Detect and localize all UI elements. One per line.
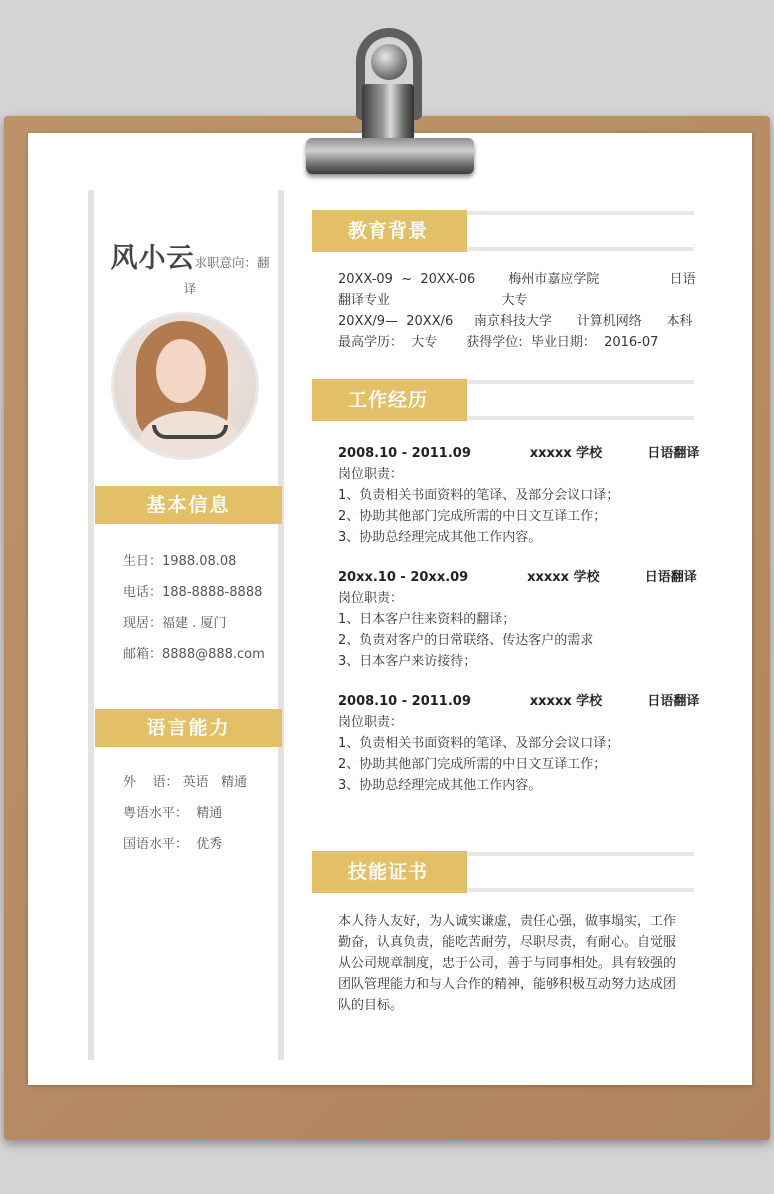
job-duty: 1、日本客户往来资料的翻译； — [338, 612, 516, 627]
job-duty: 2、协助其他部门完成所需的中日文互译工作； — [338, 757, 607, 772]
education-section-header — [312, 210, 694, 252]
job-duty: 2、协助其他部门完成所需的中日文互译工作； — [338, 509, 607, 524]
job-duty: 3、日本客户来访接待； — [338, 654, 477, 669]
job-duty-label: 岗位职责： — [338, 715, 404, 730]
job-header: 20xx.10 - 20xx.09 xxxxx 学校 日语翻译 — [338, 570, 697, 585]
info-residence: 现居：福建 . 厦门 — [123, 616, 227, 631]
job-duty: 3、协助总经理完成其他工作内容。 — [338, 778, 542, 793]
clip-base — [306, 138, 474, 174]
edu-line: 20XX/9— 20XX/6 南京科技大学 计算机网络 本科 — [338, 314, 693, 329]
job-intent-cont: 译 — [183, 281, 197, 296]
clip-knob — [371, 44, 407, 80]
skills-paragraph: 本人待人友好，为人诚实谦虚，责任心强，做事塌实，工作勤奋，认真负责，能吃苦耐劳，尽职尽责，有耐心。自觉服从公司规章制度，忠于公司，善于与同事相处。具有较强的团队管理能力和与人合作的精神，能够积极互动努力达成团队的目标。 — [338, 914, 677, 1013]
job-duty: 1、负责相关书面资料的笔译、及部分会议口译； — [338, 736, 620, 751]
basic-info-heading: 基本信息 — [95, 486, 282, 524]
job-header: 2008.10 - 2011.09 xxxxx 学校 日语翻译 — [338, 446, 700, 461]
job-duty: 1、负责相关书面资料的笔译、及部分会议口译； — [338, 488, 620, 503]
language-heading: 语言能力 — [95, 709, 282, 747]
info-phone: 电话：188-8888-8888 — [123, 585, 263, 600]
education-heading: 教育背景 — [312, 210, 467, 252]
lang-mandarin: 国语水平： 优秀 — [123, 837, 223, 852]
work-section-header — [312, 379, 694, 421]
skills-section-header — [312, 851, 694, 893]
lang-foreign: 外 语： 英语 精通 — [123, 775, 248, 790]
job-intent: 求职意向：翻 — [194, 255, 270, 270]
candidate-name: 风小云 — [110, 243, 195, 274]
lang-cantonese: 粤语水平： 精通 — [123, 806, 223, 821]
clip-body — [362, 84, 414, 142]
info-birthday: 生日：1988.08.08 — [123, 554, 237, 569]
job-duty: 2、负责对客户的日常联络、传达客户的需求 — [338, 633, 594, 648]
edu-line: 20XX-09 ~ 20XX-06 梅州市嘉应学院 日语 — [338, 272, 696, 287]
profile-photo — [111, 312, 259, 460]
edu-line: 最高学历： 大专 获得学位: 毕业日期： 2016-07 — [338, 335, 659, 350]
skills-heading: 技能证书 — [312, 851, 467, 893]
work-heading: 工作经历 — [312, 379, 467, 421]
job-duty-label: 岗位职责： — [338, 591, 404, 606]
info-email: 邮箱：8888@888.com — [123, 647, 265, 662]
job-duty: 3、协助总经理完成其他工作内容。 — [338, 530, 542, 545]
edu-line: 翻译专业 大专 — [338, 293, 528, 308]
job-header: 2008.10 - 2011.09 xxxxx 学校 日语翻译 — [338, 694, 700, 709]
job-duty-label: 岗位职责： — [338, 467, 404, 482]
name-block — [104, 236, 276, 297]
